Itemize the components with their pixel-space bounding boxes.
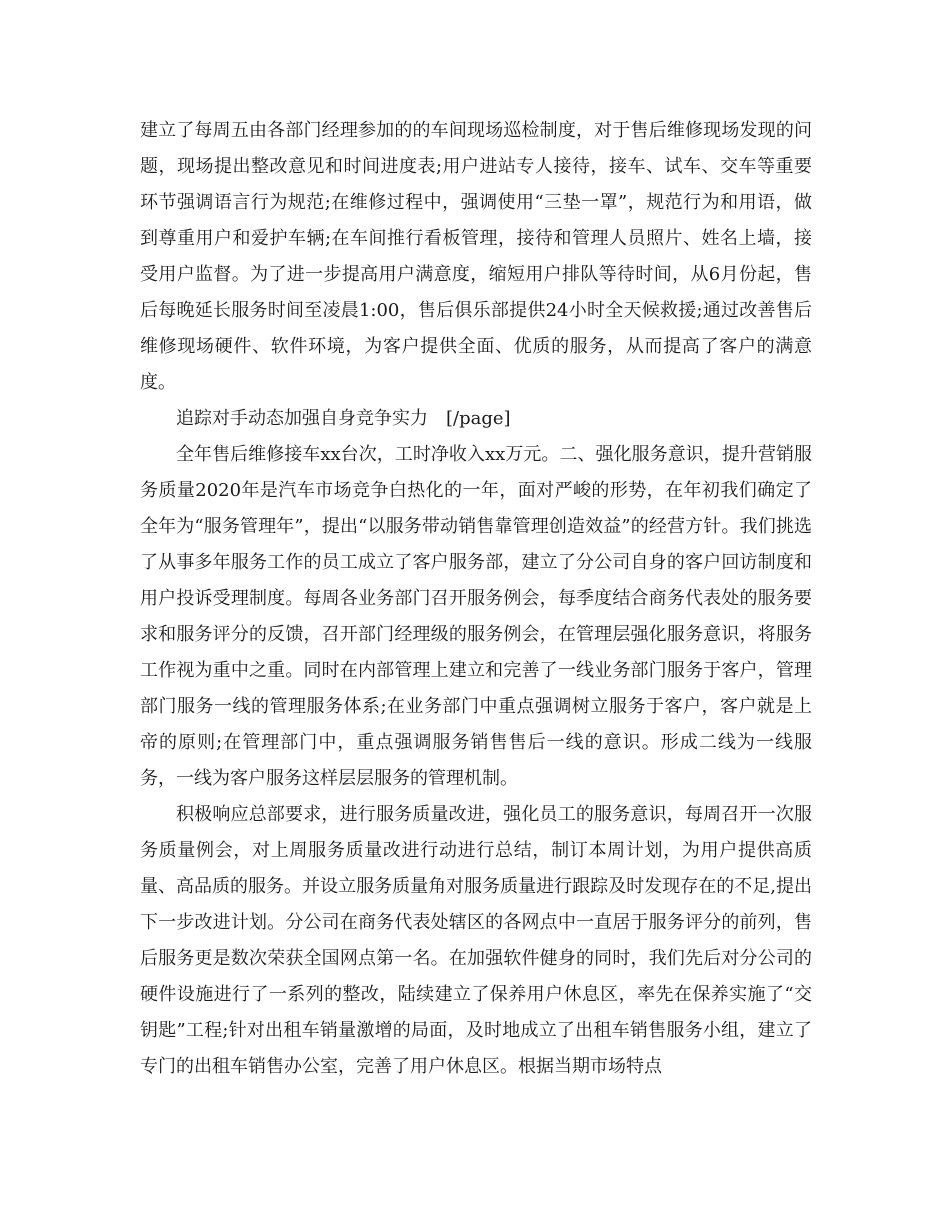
paragraph-quality-improvement: 积极响应总部要求，进行服务质量改进，强化员工的服务意识，每周召开一次服务质量例会，对上周服务质量改进行动进行总结，制订本周计划，为用户提供高质量、高品质的服务。并设立服务质量角对服务质量进行跟踪及时发现存在的不足,提出下一步改进计划。分公司在商务代表处辖区的各网点中一直居于服务评分的前列，售后服务更是数次荣获全国网点第一名。在加强软件健身的同时，我们先后对分公司的硬件设施进行了一系列的整改，陆续建立了保养用户休息区，率先在保养实施了“交钥匙”工程;针对出租车销量激增的局面，及时地成立了出租车销售服务小组，建立了专门的出租车销售办公室，完善了用户休息区。根据当期市场特点 [140,804,812,1077]
document-body [140,113,812,1085]
paragraph-service-awareness: 全年售后维修接车xx台次，工时净收入xx万元。二、强化服务意识，提升营销服务质量2020年是汽车市场竞争白热化的一年，面对严峻的形势，在年初我们确定了全年为“服务管理年”，提出“以服务带动销售靠管理创造效益”的经营方针。我们挑选了从事多年服务工作的员工成立了客户服务部，建立了分公司自身的客户回访制度和用户投诉受理制度。每周各业务部门召开服务例会，每季度结合商务代表处的服务要求和服务评分的反馈，召开部门经理级的服务例会，在管理层强化服务意识，将服务工作视为重中之重。同时在内部管理上建立和完善了一线业务部门服务于客户，管理部门服务一线的管理服务体系;在业务部门中重点强调树立服务于客户，客户就是上帝的原则;在管理部门中，重点强调服务销售售后一线的意识。形成二线为一线服务，一线为客户服务这样层层服务的管理机制。 [140,444,812,789]
paragraph-service-inspection: 建立了每周五由各部门经理参加的的车间现场巡检制度，对于售后维修现场发现的问题，现场提出整改意见和时间进度表;用户进站专人接待，接车、试车、交车等重要环节强调语言行为规范;在维修过程中，强调使用“三垫一罩”，规范行为和用语，做到尊重用户和爱护车辆;在车间推行看板管理，接待和管理人员照片、姓名上墙，接受用户监督。为了进一步提高用户满意度，缩短用户排队等待时间，从6月份起，售后每晚延长服务时间至凌晨1:00，售后俱乐部提供24小时全天候救援;通过改善售后维修现场硬件、软件环境，为客户提供全面、优质的服务，从而提高了客户的满意度。 [140,120,812,393]
paragraph-heading-competition: 追踪对手动态加强自身竞争实力 [/page] [176,408,511,429]
